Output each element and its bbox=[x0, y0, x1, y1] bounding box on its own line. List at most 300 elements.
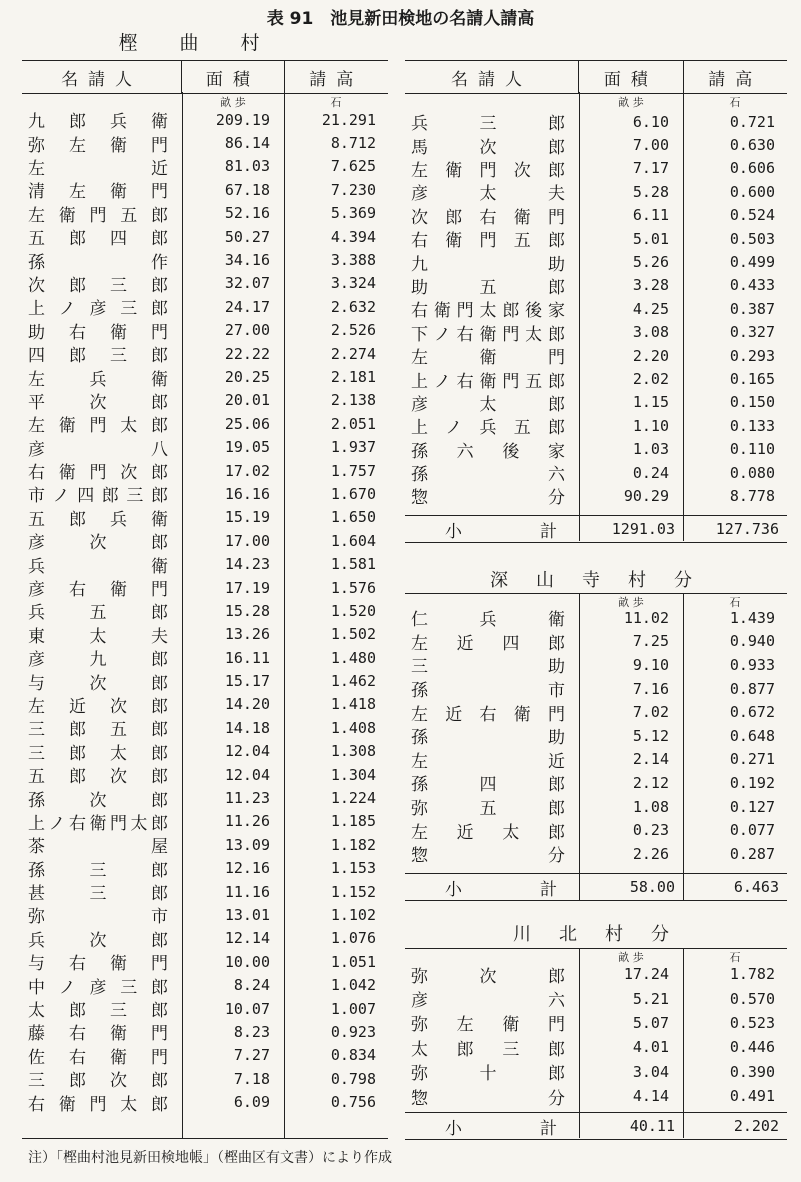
cell-area: 9.10 bbox=[632, 655, 669, 674]
cell-name: 右 衛 門 太 郎 bbox=[28, 1094, 168, 1115]
cell-yield: 7.230 bbox=[330, 180, 376, 199]
cell-yield: 0.077 bbox=[729, 821, 775, 840]
cell-area: 13.26 bbox=[224, 625, 270, 644]
cell-yield: 0.877 bbox=[729, 679, 775, 698]
subtotal-label: 小 計 bbox=[445, 1118, 557, 1139]
cell-area: 25.06 bbox=[224, 414, 270, 433]
cell-name: 与 右 衛 門 bbox=[28, 954, 168, 975]
header-area: 面積 bbox=[181, 61, 283, 93]
table-row bbox=[22, 786, 388, 809]
cell-area: 12.14 bbox=[224, 929, 270, 948]
cell-yield: 1.304 bbox=[330, 765, 376, 784]
cell-name: 藤 右 衛 門 bbox=[28, 1024, 168, 1045]
cell-name: 左 近 bbox=[28, 158, 168, 179]
cell-name: 惣 分 bbox=[411, 846, 565, 867]
unit-yield: 石 bbox=[729, 951, 741, 964]
cell-area: 2.02 bbox=[632, 369, 669, 388]
subtotal-area: 40.11 bbox=[629, 1117, 675, 1135]
cell-name: 九 郎 兵 衛 bbox=[28, 112, 168, 133]
cell-area: 50.27 bbox=[224, 227, 270, 246]
cell-name: 上 ノ 兵 五 郎 bbox=[411, 418, 565, 439]
cell-area: 3.08 bbox=[632, 323, 669, 342]
cell-yield: 1.520 bbox=[330, 601, 376, 620]
cell-name: 彦 次 郎 bbox=[28, 533, 168, 554]
cell-name: 右 衛 門 次 郎 bbox=[28, 463, 168, 484]
cell-yield: 1.408 bbox=[330, 718, 376, 737]
cell-name: 太 郎 三 郎 bbox=[411, 1039, 565, 1060]
unit-area: 畝 歩 bbox=[618, 596, 644, 609]
cell-area: 1.03 bbox=[632, 440, 669, 459]
cell-yield: 0.192 bbox=[729, 773, 775, 792]
table-row bbox=[405, 606, 787, 630]
cell-area: 15.19 bbox=[224, 508, 270, 527]
cell-yield: 0.080 bbox=[729, 463, 775, 482]
table-row bbox=[405, 724, 787, 748]
miyama-table-body bbox=[405, 606, 787, 866]
cell-name: 右 衛 門 五 郎 bbox=[411, 231, 565, 252]
source-note: 注）「樫曲村池見新田検地帳」（樫曲区有文書）により作成 bbox=[28, 1150, 392, 1166]
cell-area: 16.11 bbox=[224, 648, 270, 667]
cell-name: 九 助 bbox=[411, 254, 565, 275]
cell-area: 2.14 bbox=[632, 750, 669, 769]
subtotal-area: 1291.03 bbox=[611, 520, 675, 538]
cell-yield: 1.152 bbox=[330, 882, 376, 901]
table-row bbox=[22, 412, 388, 435]
table-row bbox=[22, 1090, 388, 1113]
cell-yield: 1.757 bbox=[330, 461, 376, 480]
cell-name: 左 兵 衛 bbox=[28, 369, 168, 390]
cell-yield: 0.499 bbox=[729, 253, 775, 272]
table-row bbox=[405, 274, 787, 297]
subtotal-yield: 127.736 bbox=[715, 520, 779, 538]
cell-yield: 0.672 bbox=[729, 703, 775, 722]
cell-area: 14.20 bbox=[224, 695, 270, 714]
unit-area: 畝 歩 bbox=[220, 96, 246, 109]
cell-yield: 1.576 bbox=[330, 578, 376, 597]
cell-name: 甚 三 郎 bbox=[28, 884, 168, 905]
table-row bbox=[405, 1011, 787, 1035]
table-row bbox=[22, 365, 388, 388]
cell-area: 14.18 bbox=[224, 718, 270, 737]
cell-area: 2.20 bbox=[632, 346, 669, 365]
table-row bbox=[405, 962, 787, 986]
cell-name: 上 ノ 彦 三 郎 bbox=[28, 299, 168, 320]
cell-area: 90.29 bbox=[623, 486, 669, 505]
cell-yield: 0.600 bbox=[729, 182, 775, 201]
cell-area: 22.22 bbox=[224, 344, 270, 363]
cell-area: 86.14 bbox=[224, 134, 270, 153]
cell-yield: 0.387 bbox=[729, 299, 775, 318]
cell-name: 弥 左 衛 門 bbox=[411, 1015, 565, 1036]
cell-name: 弥 左 衛 門 bbox=[28, 135, 168, 156]
cell-name: 助 右 衛 門 bbox=[28, 322, 168, 343]
table-row bbox=[22, 693, 388, 716]
cell-yield: 1.224 bbox=[330, 789, 376, 808]
cell-name: 馬 次 郎 bbox=[411, 137, 565, 158]
cell-area: 13.01 bbox=[224, 905, 270, 924]
cell-name: 彦 太 夫 bbox=[411, 184, 565, 205]
cell-name: 左 衛 門 次 郎 bbox=[411, 160, 565, 181]
cell-area: 2.12 bbox=[632, 773, 669, 792]
table-row bbox=[22, 225, 388, 248]
table-row bbox=[405, 771, 787, 795]
table-row bbox=[22, 319, 388, 342]
cell-area: 12.04 bbox=[224, 765, 270, 784]
cell-name: 孫 三 郎 bbox=[28, 860, 168, 881]
cell-name: 次 郎 右 衛 門 bbox=[411, 207, 565, 228]
cell-name: 与 次 郎 bbox=[28, 673, 168, 694]
cell-area: 7.25 bbox=[632, 632, 669, 651]
table-row bbox=[22, 506, 388, 529]
cell-yield: 0.293 bbox=[729, 346, 775, 365]
table-row bbox=[405, 748, 787, 772]
cell-area: 1.08 bbox=[632, 797, 669, 816]
cell-yield: 1.418 bbox=[330, 695, 376, 714]
cell-area: 7.27 bbox=[233, 1046, 270, 1065]
cell-name: 兵 五 郎 bbox=[28, 603, 168, 624]
cell-area: 4.01 bbox=[632, 1038, 669, 1057]
table-row bbox=[405, 133, 787, 156]
table-row bbox=[22, 646, 388, 669]
table-row bbox=[405, 297, 787, 320]
cell-yield: 5.369 bbox=[330, 204, 376, 223]
unit-yield: 石 bbox=[729, 96, 741, 109]
unit-area: 畝 歩 bbox=[618, 951, 644, 964]
cell-yield: 2.181 bbox=[330, 367, 376, 386]
cell-yield: 2.138 bbox=[330, 391, 376, 410]
cell-area: 67.18 bbox=[224, 180, 270, 199]
cell-name: 孫 作 bbox=[28, 252, 168, 273]
cell-yield: 1.308 bbox=[330, 742, 376, 761]
cell-yield: 1.670 bbox=[330, 484, 376, 503]
cell-area: 7.17 bbox=[632, 159, 669, 178]
table-row bbox=[22, 599, 388, 622]
table-row bbox=[405, 414, 787, 437]
cell-name: 平 次 郎 bbox=[28, 392, 168, 413]
cell-area: 24.17 bbox=[224, 297, 270, 316]
cell-yield: 1.007 bbox=[330, 999, 376, 1018]
table-row bbox=[405, 653, 787, 677]
miyama-heading: 深山寺村分 bbox=[490, 570, 720, 591]
cell-name: 左 衛 門 五 郎 bbox=[28, 205, 168, 226]
table-row bbox=[405, 1035, 787, 1059]
header-name: 名請人 bbox=[451, 69, 533, 90]
cell-area: 13.09 bbox=[224, 835, 270, 854]
subtotal-area: 58.00 bbox=[629, 878, 675, 896]
cell-yield: 0.648 bbox=[729, 726, 775, 745]
subtotal-label: 小 計 bbox=[445, 879, 557, 900]
table-row bbox=[405, 484, 787, 507]
cell-area: 5.07 bbox=[632, 1013, 669, 1032]
table-row bbox=[405, 818, 787, 842]
table-row bbox=[22, 435, 388, 458]
cell-yield: 1.480 bbox=[330, 648, 376, 667]
cell-area: 10.07 bbox=[224, 999, 270, 1018]
subtotal-yield: 6.463 bbox=[733, 878, 779, 896]
cell-yield: 0.287 bbox=[729, 844, 775, 863]
cell-area: 17.00 bbox=[224, 531, 270, 550]
cell-name: 孫 助 bbox=[411, 728, 565, 749]
cell-area: 11.02 bbox=[623, 608, 669, 627]
cell-area: 19.05 bbox=[224, 438, 270, 457]
cell-area: 11.16 bbox=[224, 882, 270, 901]
cell-yield: 0.798 bbox=[330, 1069, 376, 1088]
table-row bbox=[22, 248, 388, 271]
kawakita-heading: 川北村分 bbox=[513, 924, 697, 945]
cell-name: 左 近 bbox=[411, 751, 565, 772]
cell-name: 彦 九 郎 bbox=[28, 650, 168, 671]
cell-name: 兵 次 郎 bbox=[28, 930, 168, 951]
table-row bbox=[22, 740, 388, 763]
cell-name: 左 近 四 郎 bbox=[411, 633, 565, 654]
cell-name: 孫 六 後 家 bbox=[411, 441, 565, 462]
cell-yield: 8.778 bbox=[729, 486, 775, 505]
cell-yield: 1.650 bbox=[330, 508, 376, 527]
table-row bbox=[22, 927, 388, 950]
table-row bbox=[22, 833, 388, 856]
cell-area: 0.23 bbox=[632, 821, 669, 840]
cell-name: 茶 屋 bbox=[28, 837, 168, 858]
cell-name: 仁 兵 衛 bbox=[411, 610, 565, 631]
cell-yield: 2.526 bbox=[330, 321, 376, 340]
cell-name: 彦 八 bbox=[28, 439, 168, 460]
cell-area: 12.16 bbox=[224, 859, 270, 878]
table-row bbox=[22, 1067, 388, 1090]
unit-area: 畝 歩 bbox=[618, 96, 644, 109]
cell-yield: 0.933 bbox=[729, 655, 775, 674]
table-row bbox=[405, 842, 787, 866]
table-row bbox=[22, 973, 388, 996]
table-row bbox=[405, 1084, 787, 1108]
table-row bbox=[405, 1060, 787, 1084]
cell-area: 6.09 bbox=[233, 1093, 270, 1112]
miyama-subtotal-row bbox=[405, 873, 787, 901]
cell-area: 15.17 bbox=[224, 672, 270, 691]
cell-yield: 1.182 bbox=[330, 835, 376, 854]
cell-yield: 0.446 bbox=[729, 1038, 775, 1057]
cell-name: 三 郎 次 郎 bbox=[28, 1071, 168, 1092]
table-row bbox=[22, 389, 388, 412]
cell-yield: 1.042 bbox=[330, 976, 376, 995]
header-yield: 請高 bbox=[683, 61, 787, 93]
table-row bbox=[405, 344, 787, 367]
cell-yield: 1.462 bbox=[330, 672, 376, 691]
cell-area: 209.19 bbox=[215, 110, 270, 129]
cell-yield: 0.940 bbox=[729, 632, 775, 651]
table-row bbox=[22, 950, 388, 973]
cell-area: 1.10 bbox=[632, 416, 669, 435]
cell-area: 5.26 bbox=[632, 253, 669, 272]
cell-area: 14.23 bbox=[224, 555, 270, 574]
table-row bbox=[22, 997, 388, 1020]
cell-area: 3.04 bbox=[632, 1062, 669, 1081]
cell-yield: 0.390 bbox=[729, 1062, 775, 1081]
cell-name: 五 郎 兵 衛 bbox=[28, 509, 168, 530]
table-row bbox=[405, 321, 787, 344]
cell-yield: 0.523 bbox=[729, 1013, 775, 1032]
cell-area: 8.23 bbox=[233, 1022, 270, 1041]
cell-yield: 2.632 bbox=[330, 297, 376, 316]
header-name: 名請人 bbox=[61, 69, 143, 90]
cell-yield: 0.127 bbox=[729, 797, 775, 816]
cell-area: 17.19 bbox=[224, 578, 270, 597]
cell-yield: 0.524 bbox=[729, 206, 775, 225]
cell-name: 弥 十 郎 bbox=[411, 1064, 565, 1085]
cell-area: 81.03 bbox=[224, 157, 270, 176]
cell-yield: 1.604 bbox=[330, 531, 376, 550]
cell-area: 2.26 bbox=[632, 844, 669, 863]
cell-name: 孫 四 郎 bbox=[411, 775, 565, 796]
cell-yield: 3.324 bbox=[330, 274, 376, 293]
left-table-body bbox=[22, 108, 388, 1114]
cell-yield: 0.570 bbox=[729, 989, 775, 1008]
kawakita-subtotal-row bbox=[405, 1112, 787, 1140]
left-table-header bbox=[22, 60, 388, 94]
cell-name: 次 郎 三 郎 bbox=[28, 275, 168, 296]
cell-area: 27.00 bbox=[224, 321, 270, 340]
cell-yield: 7.625 bbox=[330, 157, 376, 176]
cell-yield: 3.388 bbox=[330, 251, 376, 270]
cell-area: 7.16 bbox=[632, 679, 669, 698]
table-row bbox=[405, 110, 787, 133]
cell-area: 12.04 bbox=[224, 742, 270, 761]
cell-area: 34.16 bbox=[224, 251, 270, 270]
cell-yield: 2.051 bbox=[330, 414, 376, 433]
right-table-header bbox=[405, 60, 787, 94]
cell-yield: 0.433 bbox=[729, 276, 775, 295]
cell-yield: 4.394 bbox=[330, 227, 376, 246]
table-row bbox=[405, 180, 787, 203]
table-row bbox=[405, 986, 787, 1010]
cell-yield: 1.502 bbox=[330, 625, 376, 644]
table-row bbox=[22, 716, 388, 739]
cell-name: 三 郎 五 郎 bbox=[28, 720, 168, 741]
cell-yield: 1.439 bbox=[729, 608, 775, 627]
cell-yield: 1.581 bbox=[330, 555, 376, 574]
right-table-body bbox=[405, 110, 787, 508]
cell-name: 惣 分 bbox=[411, 1088, 565, 1109]
cell-area: 5.28 bbox=[632, 182, 669, 201]
cell-name: 三 郎 太 郎 bbox=[28, 743, 168, 764]
cell-area: 7.00 bbox=[632, 136, 669, 155]
table-row bbox=[22, 903, 388, 926]
cell-area: 17.24 bbox=[623, 965, 669, 984]
cell-name: 孫 次 郎 bbox=[28, 790, 168, 811]
table-row bbox=[22, 880, 388, 903]
cell-area: 16.16 bbox=[224, 484, 270, 503]
cell-yield: 1.076 bbox=[330, 929, 376, 948]
cell-yield: 1.051 bbox=[330, 952, 376, 971]
cell-name: 東 太 夫 bbox=[28, 626, 168, 647]
cell-yield: 0.756 bbox=[330, 1093, 376, 1112]
table-row bbox=[22, 178, 388, 201]
cell-yield: 0.923 bbox=[330, 1022, 376, 1041]
table-row bbox=[22, 272, 388, 295]
header-area: 面積 bbox=[578, 61, 682, 93]
cell-yield: 21.291 bbox=[321, 110, 376, 129]
cell-name: 佐 右 衛 門 bbox=[28, 1047, 168, 1068]
cell-yield: 1.937 bbox=[330, 438, 376, 457]
table-row bbox=[22, 623, 388, 646]
table-row bbox=[405, 795, 787, 819]
cell-area: 5.21 bbox=[632, 989, 669, 1008]
cell-name: 左 近 右 衛 門 bbox=[411, 704, 565, 725]
table-row bbox=[22, 1044, 388, 1067]
cell-yield: 1.782 bbox=[729, 965, 775, 984]
table-row bbox=[405, 630, 787, 654]
cell-name: 孫 市 bbox=[411, 681, 565, 702]
table-row bbox=[22, 810, 388, 833]
cell-area: 32.07 bbox=[224, 274, 270, 293]
cell-area: 20.25 bbox=[224, 367, 270, 386]
table-row bbox=[22, 459, 388, 482]
cell-name: 上 ノ 右 衛 門 五 郎 bbox=[411, 371, 565, 392]
cell-area: 6.11 bbox=[632, 206, 669, 225]
cell-name: 兵 衛 bbox=[28, 556, 168, 577]
table-row bbox=[22, 482, 388, 505]
unit-yield: 石 bbox=[729, 596, 741, 609]
cell-name: 左 衛 門 太 郎 bbox=[28, 416, 168, 437]
table-row bbox=[405, 437, 787, 460]
table-row bbox=[22, 1020, 388, 1043]
cell-area: 15.28 bbox=[224, 601, 270, 620]
cell-name: 惣 分 bbox=[411, 488, 565, 509]
kawakita-table-body bbox=[405, 962, 787, 1108]
cell-area: 20.01 bbox=[224, 391, 270, 410]
cell-yield: 2.274 bbox=[330, 344, 376, 363]
table-title: 表 91 池見新田検地の名請人請高 bbox=[266, 9, 535, 29]
cell-yield: 1.153 bbox=[330, 859, 376, 878]
table-row bbox=[22, 202, 388, 225]
table-row bbox=[405, 157, 787, 180]
main-village-heading: 樫曲村 bbox=[118, 32, 302, 54]
cell-area: 11.23 bbox=[224, 789, 270, 808]
cell-name: 五 郎 四 郎 bbox=[28, 229, 168, 250]
subtotal-label: 小 計 bbox=[445, 521, 557, 542]
table-row bbox=[22, 342, 388, 365]
cell-area: 4.14 bbox=[632, 1087, 669, 1106]
cell-area: 7.02 bbox=[632, 703, 669, 722]
table-row bbox=[22, 131, 388, 154]
table-row bbox=[405, 677, 787, 701]
table-row bbox=[405, 367, 787, 390]
cell-area: 6.10 bbox=[632, 112, 669, 131]
table-row bbox=[405, 204, 787, 227]
table-row bbox=[22, 576, 388, 599]
table-row bbox=[22, 155, 388, 178]
cell-name: 弥 市 bbox=[28, 907, 168, 928]
cell-area: 11.26 bbox=[224, 812, 270, 831]
cell-yield: 0.327 bbox=[729, 323, 775, 342]
cell-area: 8.24 bbox=[233, 976, 270, 995]
cell-name: 下 ノ 右 衛 門 太 郎 bbox=[411, 324, 565, 345]
cell-yield: 0.606 bbox=[729, 159, 775, 178]
cell-area: 0.24 bbox=[632, 463, 669, 482]
cell-name: 彦 太 郎 bbox=[411, 394, 565, 415]
cell-area: 17.02 bbox=[224, 461, 270, 480]
cell-yield: 0.150 bbox=[729, 393, 775, 412]
cell-area: 5.01 bbox=[632, 229, 669, 248]
cell-name: 中 ノ 彦 三 郎 bbox=[28, 977, 168, 998]
cell-area: 1.15 bbox=[632, 393, 669, 412]
cell-name: 上 ノ 右 衛 門 太 郎 bbox=[28, 813, 168, 834]
cell-yield: 0.630 bbox=[729, 136, 775, 155]
cell-area: 4.25 bbox=[632, 299, 669, 318]
cell-name: 太 郎 三 郎 bbox=[28, 1001, 168, 1022]
cell-yield: 0.721 bbox=[729, 112, 775, 131]
cell-area: 5.12 bbox=[632, 726, 669, 745]
cell-yield: 0.503 bbox=[729, 229, 775, 248]
